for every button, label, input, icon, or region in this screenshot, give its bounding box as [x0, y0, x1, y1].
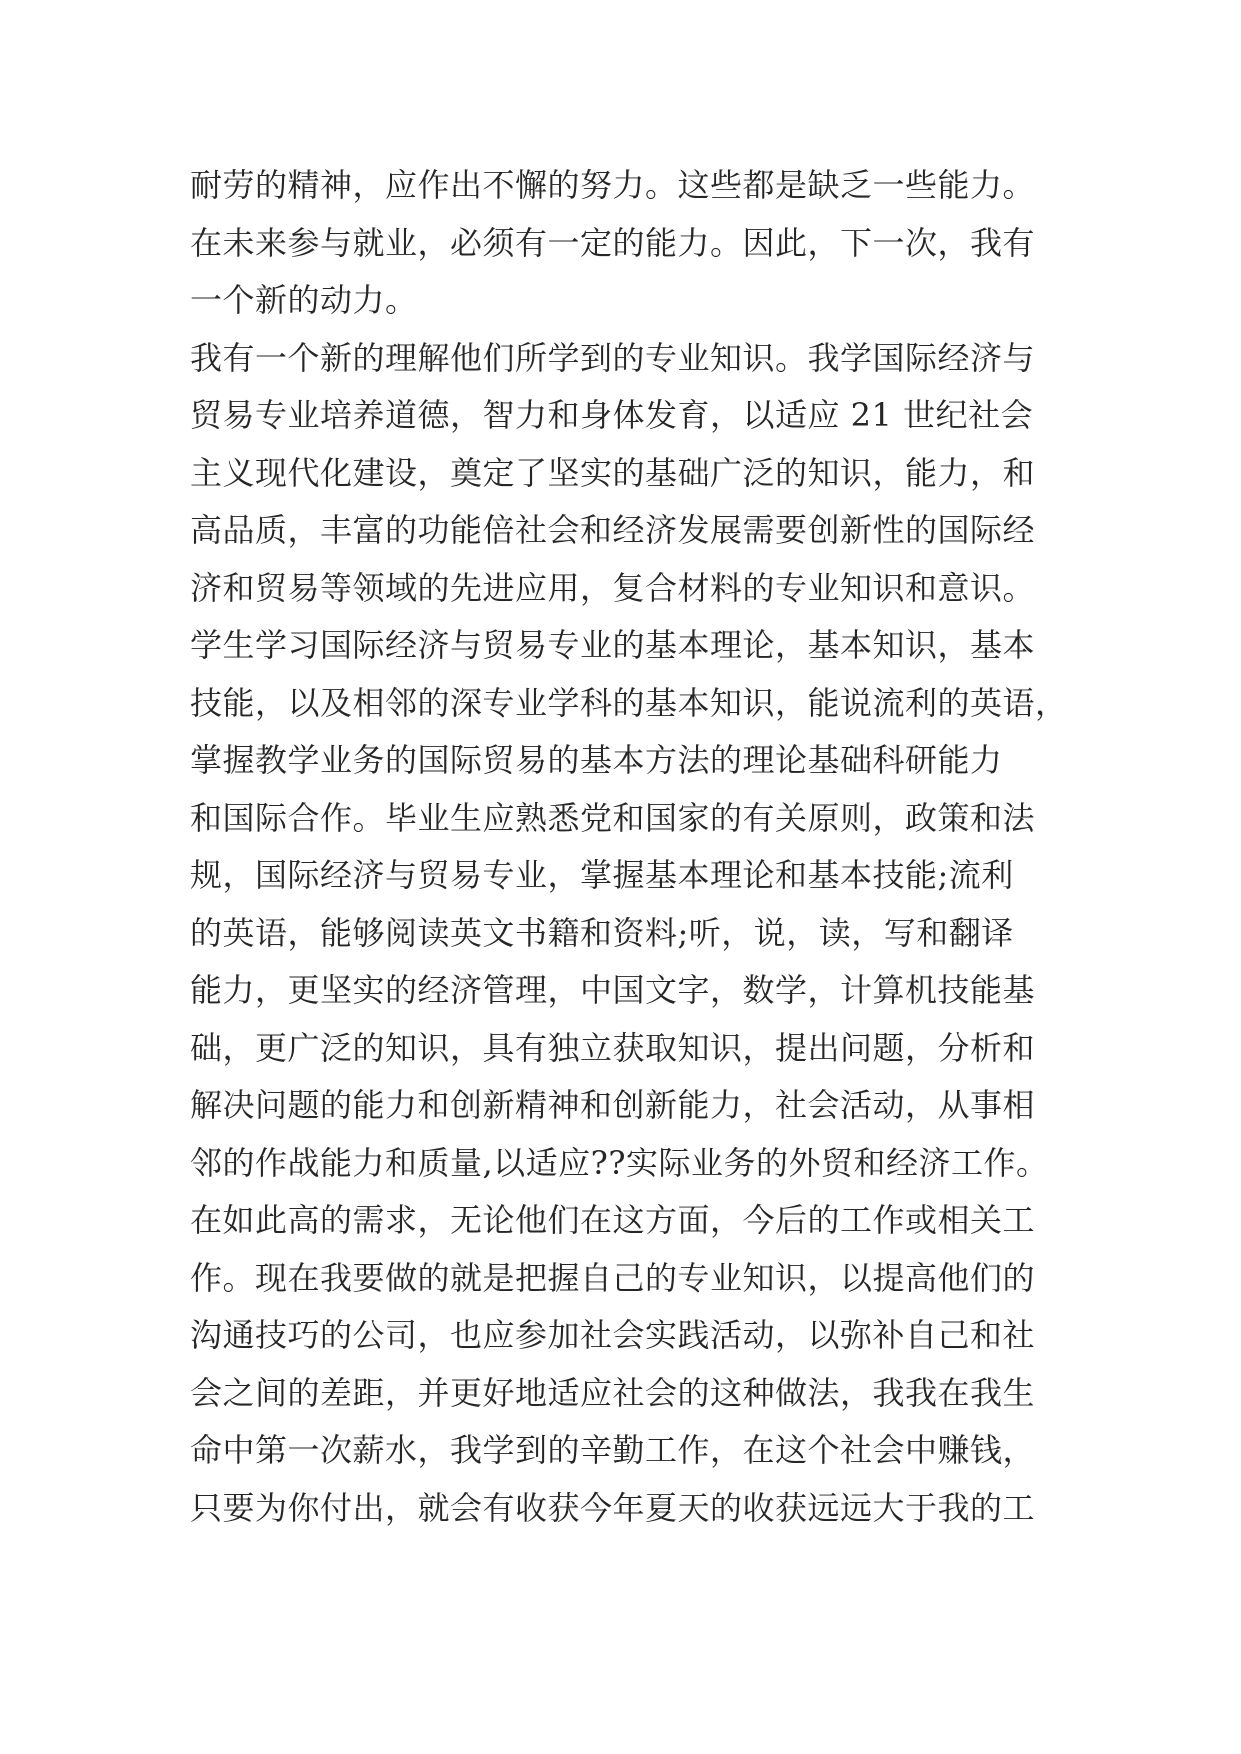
text-line: 解决问题的能力和创新精神和创新能力，社会活动，从事相 [190, 1086, 1036, 1124]
text-line: 技能，以及相邻的深专业学科的基本知识，能说流利的英语， [190, 683, 1068, 722]
text-line: 的英语，能够阅读英文书籍和资料;听，说，读，写和翻译 [190, 913, 1014, 952]
text-line: 学生学习国际经济与贸易专业的基本理论，基本知识，基本 [190, 626, 1036, 664]
text-line: 主义现代化建设，奠定了坚实的基础广泛的知识，能力，和 [190, 453, 1036, 492]
text-line: 只要为你付出，就会有收获今年夏天的收获远远大于我的工 [190, 1488, 1036, 1527]
text-line: 会之间的差距，并更好地适应社会的这种做法，我我在我生 [190, 1373, 1036, 1412]
text-line: 础，更广泛的知识，具有独立获取知识，提出问题，分析和 [190, 1028, 1036, 1067]
text-line: 济和贸易等领域的先进应用，复合材料的专业知识和意识。 [190, 568, 1036, 607]
text-line: 规，国际经济与贸易专业，掌握基本理论和基本技能;流利 [190, 856, 1014, 894]
text-line: 命中第一次薪水，我学到的辛勤工作，在这个社会中赚钱， [190, 1431, 1036, 1469]
text-line: 能力，更坚实的经济管理，中国文字，数学，计算机技能基 [190, 971, 1036, 1009]
text-line: 作。现在我要做的就是把握自己的专业知识，以提高他们的 [190, 1258, 1036, 1297]
text-line: 高品质，丰富的功能倍社会和经济发展需要创新性的国际经 [190, 511, 1036, 549]
text-line: 掌握教学业务的国际贸易的基本方法的理论基础科研能力 [190, 741, 1003, 779]
text-line: 在未来参与就业，必须有一定的能力。因此，下一次，我有 [190, 223, 1036, 262]
text-line: 耐劳的精神，应作出不懈的努力。这些都是缺乏一些能力。 [190, 166, 1036, 204]
text-line: 我有一个新的理解他们所学到的专业知识。我学国际经济与 [190, 338, 1036, 377]
text-line: 贸易专业培养道德，智力和身体发育，以适应 21 世纪社会 [190, 396, 1034, 434]
text-line: 在如此高的需求，无论他们在这方面，今后的工作或相关工 [190, 1201, 1036, 1239]
text-line: 邻的作战能力和质量,以适应??实际业务的外贸和经济工作。 [190, 1143, 1049, 1182]
text-line: 和国际合作。毕业生应熟悉党和国家的有关原则，政策和法 [190, 798, 1036, 837]
text-line: 沟通技巧的公司，也应参加社会实践活动，以弥补自己和社 [190, 1316, 1036, 1354]
body-text [190, 157, 1090, 1537]
text-line: 一个新的动力。 [190, 281, 418, 319]
